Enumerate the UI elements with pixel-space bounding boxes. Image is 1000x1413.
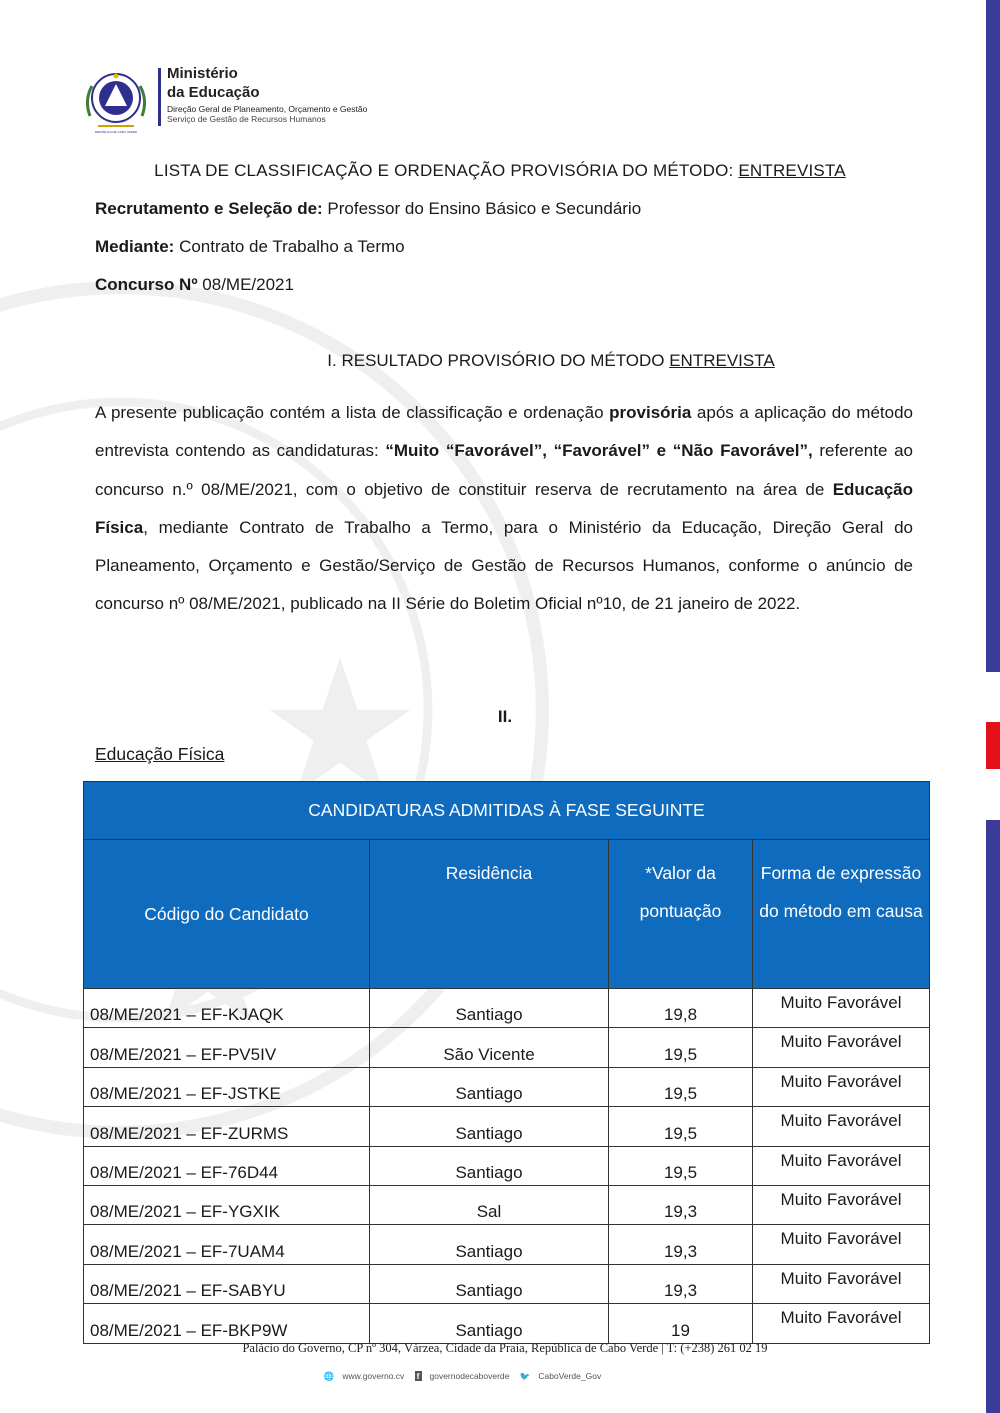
candidate-code: 08/ME/2021 – EF-PV5IV	[84, 1028, 370, 1067]
section-heading-2: II.	[497, 707, 513, 726]
candidate-score: 19,3	[609, 1225, 753, 1264]
meta-contest	[95, 275, 294, 295]
table-row	[84, 1225, 930, 1264]
logo-ministry: Ministério	[167, 65, 238, 82]
table-row	[84, 1304, 930, 1343]
candidate-residence: Santiago	[370, 1107, 609, 1146]
meta-value: 08/ME/2021	[197, 275, 294, 294]
title-underlined: ENTREVISTA	[738, 161, 846, 180]
table-row	[84, 1264, 930, 1303]
candidate-code: 08/ME/2021 – EF-SABYU	[84, 1264, 370, 1303]
candidate-score: 19	[609, 1304, 753, 1343]
logo-directorate: Direção Geral de Planeamento, Orçamento e Gestão	[167, 104, 368, 114]
candidate-form: Muito Favorável	[753, 1304, 930, 1343]
meta-value: Professor do Ensino Básico e Secundário	[322, 199, 642, 218]
candidate-code: 08/ME/2021 – EF-JSTKE	[84, 1067, 370, 1106]
candidate-score: 19,5	[609, 1107, 753, 1146]
cabo-verde-seal-icon	[80, 64, 152, 136]
globe-icon: 🌐	[323, 1371, 335, 1381]
candidate-code: 08/ME/2021 – EF-BKP9W	[84, 1304, 370, 1343]
candidate-residence: São Vicente	[370, 1028, 609, 1067]
logo-service: Serviço de Gestão de Recursos Humanos	[167, 114, 326, 124]
candidate-score: 19,3	[609, 1185, 753, 1224]
candidate-residence: Santiago	[370, 1067, 609, 1106]
logo-text	[167, 64, 367, 124]
seal-text: REPÚBLICA DE CABO VERDE	[94, 130, 138, 134]
meta-label: Mediante:	[95, 237, 175, 256]
header-code: Código do Candidato	[84, 840, 370, 989]
footer-address: Palácio do Governo, CP nº 304, Várzea, Cidade da Praia, República de Cabo Verde | T: (+238) 261 02 19	[242, 1341, 768, 1355]
candidate-score: 19,8	[609, 989, 753, 1028]
meta-contract	[95, 237, 405, 257]
section1-prefix: I. RESULTADO PROVISÓRIO DO MÉTODO	[327, 351, 670, 370]
title-prefix: LISTA DE CLASSIFICAÇÃO E ORDENAÇÃO PROVISÓRIA DO MÉTODO:	[154, 161, 739, 180]
candidate-form: Muito Favorável	[753, 1185, 930, 1224]
para-text-3: referente ao concurso n.º 08/ME/2021, com o objetivo de constituir reserva de recrutamento na área de	[95, 441, 913, 499]
header-residence: Residência	[370, 840, 609, 989]
ministry-logo	[80, 64, 367, 136]
logo-divider	[158, 68, 161, 126]
candidate-form: Muito Favorável	[753, 989, 930, 1028]
candidate-form: Muito Favorável	[753, 1067, 930, 1106]
section-heading-1	[0, 351, 1000, 371]
candidate-residence: Santiago	[370, 1264, 609, 1303]
facebook-icon: f	[416, 1371, 420, 1381]
twitter-icon: 🐦	[519, 1371, 531, 1381]
edge-bar-blue-bottom	[986, 820, 1000, 1413]
candidate-score: 19,3	[609, 1264, 753, 1303]
table-row	[84, 989, 930, 1028]
para-text-2: após a aplicação do método entrevista contendo as candidaturas:	[95, 403, 913, 461]
logo-education: da Educação	[167, 84, 260, 101]
edge-bar-blue-top	[986, 0, 1000, 672]
candidate-residence: Santiago	[370, 1225, 609, 1264]
candidate-residence: Santiago	[370, 1146, 609, 1185]
candidate-code: 08/ME/2021 – EF-YGXIK	[84, 1185, 370, 1224]
section1-underlined: ENTREVISTA	[669, 351, 775, 370]
footer-facebook[interactable]: governodecaboverde	[429, 1371, 510, 1381]
meta-recruitment	[95, 199, 641, 219]
candidate-code: 08/ME/2021 – EF-7UAM4	[84, 1225, 370, 1264]
candidate-score: 19,5	[609, 1146, 753, 1185]
para-bold-2: “Muito “Favorável”, “Favorável” e “Não Favorável”,	[385, 441, 813, 461]
header-score: *Valor da pontuação	[609, 840, 753, 989]
meta-label: Concurso Nº	[95, 275, 198, 294]
table-row	[84, 1107, 930, 1146]
candidate-residence: Santiago	[370, 1304, 609, 1343]
candidate-form: Muito Favorável	[753, 1028, 930, 1067]
candidate-residence: Sal	[370, 1185, 609, 1224]
meta-value: Contrato de Trabalho a Termo	[174, 237, 405, 256]
intro-paragraph	[95, 394, 913, 624]
meta-label: Recrutamento e Seleção de:	[95, 199, 323, 218]
candidate-form: Muito Favorável	[753, 1107, 930, 1146]
header-form: Forma de expressão do método em causa	[753, 840, 930, 989]
table-row	[84, 1146, 930, 1185]
table-row	[84, 1028, 930, 1067]
table-row	[84, 1067, 930, 1106]
footer-social	[0, 1371, 925, 1382]
candidate-residence: Santiago	[370, 989, 609, 1028]
table-row	[84, 1185, 930, 1224]
candidate-code: 08/ME/2021 – EF-KJAQK	[84, 989, 370, 1028]
footer-twitter[interactable]: CaboVerde_Gov	[538, 1371, 602, 1381]
edge-bar-red	[986, 722, 1000, 769]
candidates-table	[83, 781, 930, 1344]
candidate-score: 19,5	[609, 1028, 753, 1067]
subheading-physical-education: Educação Física	[95, 744, 225, 764]
para-text-4: , mediante Contrato de Trabalho a Termo, para o Ministério da Educação, Direção Geral do Planeamento, Orçamento e Gestão/Serviço de Gestão de Recursos Humanos, conforme o anúncio de concurso nº 08/ME/2021, publicado na II Série do Boletim Oficial nº10, de 21 janeiro de 2022.	[95, 517, 913, 614]
para-bold-3: Educação Física	[95, 479, 913, 537]
candidate-form: Muito Favorável	[753, 1146, 930, 1185]
table-header-row	[84, 840, 930, 989]
candidate-form: Muito Favorável	[753, 1264, 930, 1303]
para-text-1: A presente publicação contém a lista de classificação e ordenação	[95, 403, 610, 422]
footer-website[interactable]: www.governo.cv	[342, 1371, 405, 1381]
candidate-form: Muito Favorável	[753, 1225, 930, 1264]
candidate-code: 08/ME/2021 – EF-76D44	[84, 1146, 370, 1185]
candidate-code: 08/ME/2021 – EF-ZURMS	[84, 1107, 370, 1146]
table-banner: CANDIDATURAS ADMITIDAS À FASE SEGUINTE	[84, 782, 930, 840]
table-banner-row	[84, 782, 930, 840]
document-title	[0, 161, 1000, 181]
candidate-score: 19,5	[609, 1067, 753, 1106]
para-bold-1: provisória	[609, 403, 692, 422]
